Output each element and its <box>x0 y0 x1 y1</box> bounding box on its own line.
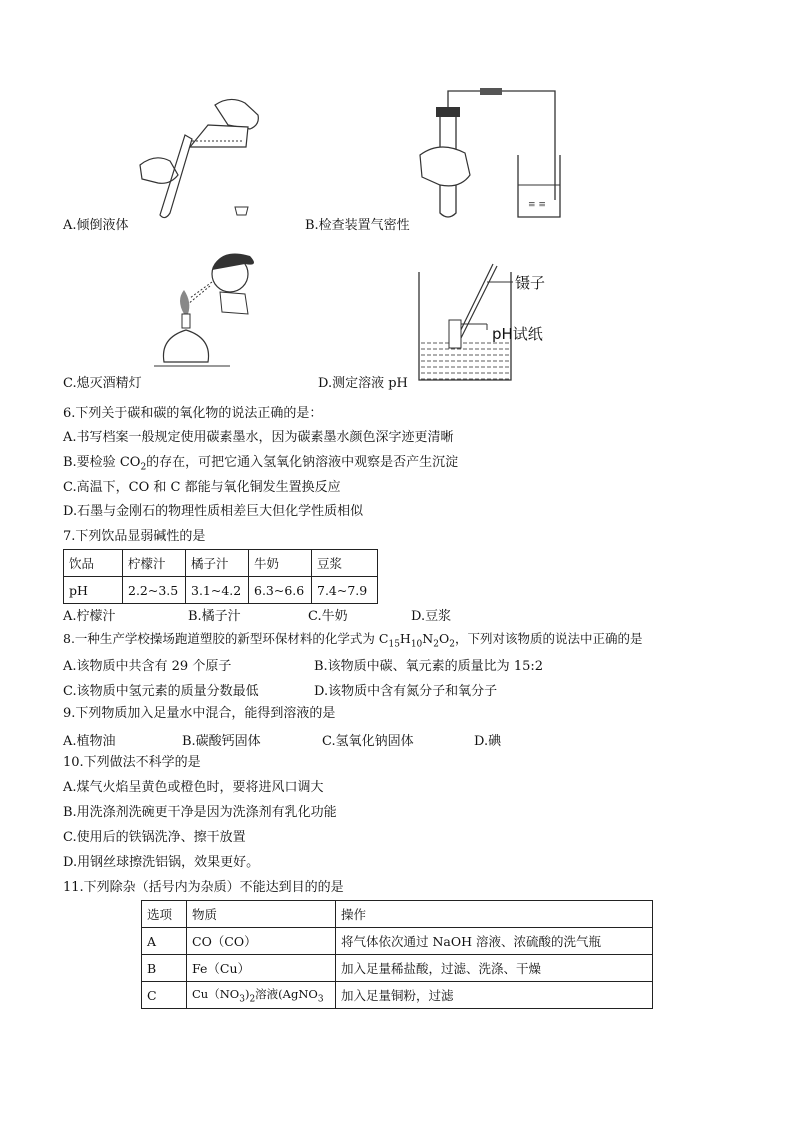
q7-option-c: C.牛奶 <box>308 609 348 624</box>
q9-option-a: A.植物油 <box>63 734 116 749</box>
q7-stem: 7.下列饮品显弱碱性的是 <box>63 529 206 544</box>
q6-stem: 6.下列关于碳和碳的氧化物的说法正确的是： <box>63 406 323 421</box>
q8-stem: 8.一种生产学校操场跑道塑胶的新型环保材料的化学式为 $C_{15}H_{10}N_2O_2$，下列对该物质的说法中正确的是 <box>63 631 643 650</box>
table-row: pH 2.2~3.5 3.1~4.2 6.3~6.6 7.4~7.9 <box>64 577 378 604</box>
q5-option-a: A.倾倒液体 <box>63 218 129 233</box>
q10-option-a: A.煤气火焰呈黄色或橙色时，要将进风口调大 <box>63 780 324 795</box>
q7-option-a: A.柠檬汁 <box>63 609 116 624</box>
q7-option-b: B.橘子汁 <box>188 609 241 624</box>
q10-option-d: D.用钢丝球擦洗铝锅，效果更好。 <box>63 855 260 870</box>
q6-option-c: C.高温下，CO 和 C 都能与氧化铜发生置换反应 <box>63 480 341 495</box>
table-row: 饮品 柠檬汁 橘子汁 牛奶 豆浆 <box>64 550 378 577</box>
table-row: B Fe（Cu） 加入足量稀盐酸，过滤、洗涤、干燥 <box>142 955 653 982</box>
ph-paper-label: pH试纸 <box>492 325 543 343</box>
q10-option-c: C.使用后的铁锅洗净、擦干放置 <box>63 830 246 845</box>
q6-option-d: D.石墨与金刚石的物理性质相差巨大但化学性质相似 <box>63 504 364 519</box>
q9-option-b: B.碳酸钙固体 <box>182 734 261 749</box>
q5-option-d: D.测定溶液 pH <box>318 376 408 391</box>
q9-option-d: D.碘 <box>474 734 502 749</box>
q11-stem: 11.下列除杂（括号内为杂质）不能达到目的的是 <box>63 880 344 895</box>
q10-stem: 10.下列做法不科学的是 <box>63 755 201 770</box>
q8-option-c: C.该物质中氢元素的质量分数最低 <box>63 684 259 699</box>
table-row: C $Cu(NO_3)_2$溶液(AgNO$_3$ 加入足量铜粉，过滤 <box>142 982 653 1009</box>
q7-option-d: D.豆浆 <box>411 609 452 624</box>
q6-option-a: A.书写档案一般规定使用碳素墨水，因为碳素墨水颜色深字迹更清晰 <box>63 430 454 445</box>
q5-option-b: B.检查装置气密性 <box>305 218 410 233</box>
table-row: 选项 物质 操作 <box>142 901 653 928</box>
pouring-liquid-illustration <box>130 95 270 225</box>
q10-option-b: B.用洗涤剂洗碗更干净是因为洗涤剂有乳化功能 <box>63 805 337 820</box>
table-row: A CO（CO） 将气体依次通过 NaOH 溶液、浓硫酸的洗气瓶 <box>142 928 653 955</box>
airtightness-check-illustration <box>410 85 570 220</box>
q7-ph-table <box>63 549 378 604</box>
q8-option-b: B.该物质中碳、氧元素的质量比为 15:2 <box>314 659 544 674</box>
svg-text:≡ ≡: ≡ ≡ <box>528 200 546 210</box>
q6-option-b: B.要检验 $CO_2$的存在，可把它通入氢氧化钠溶液中观察是否产生沉淀 <box>63 455 459 473</box>
q9-stem: 9.下列物质加入足量水中混合，能得到溶液的是 <box>63 706 336 721</box>
blowing-out-alcohol-lamp-illustration <box>150 242 270 377</box>
q11-impurity-table <box>141 900 653 1009</box>
q8-option-a: A.该物质中共含有 29 个原子 <box>63 659 232 674</box>
q8-option-d: D.该物质中含有氮分子和氧分子 <box>314 684 498 699</box>
q5-option-c: C.熄灭酒精灯 <box>63 376 142 391</box>
q9-option-c: C.氢氧化钠固体 <box>322 734 414 749</box>
tweezers-label: 镊子 <box>515 274 546 292</box>
